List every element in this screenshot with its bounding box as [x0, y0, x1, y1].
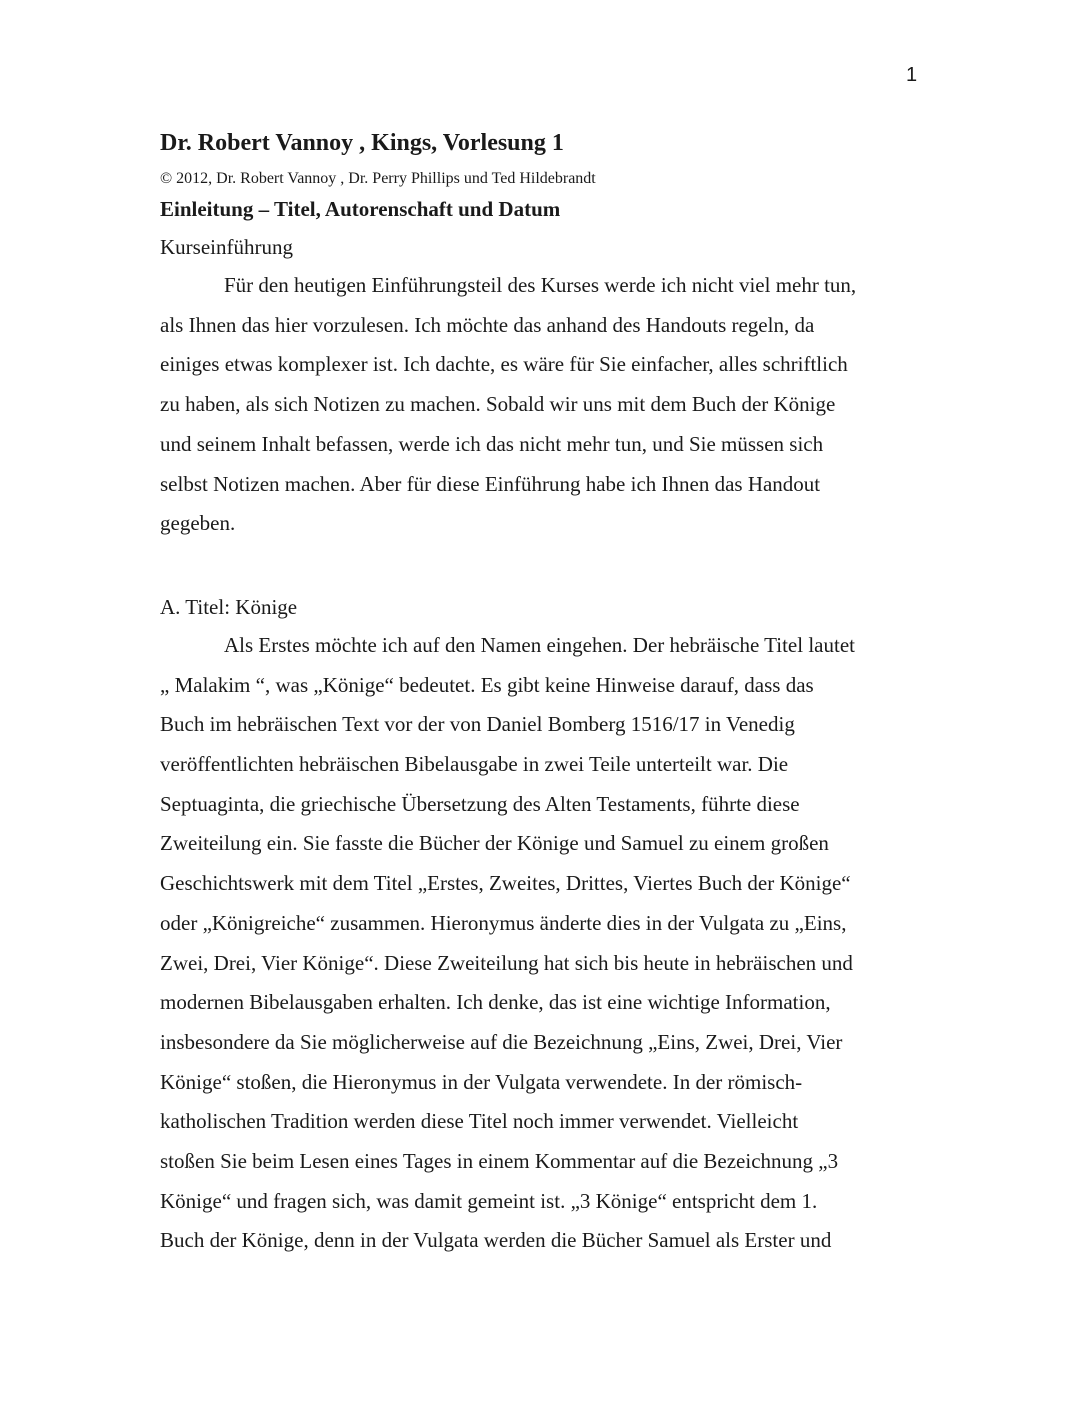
paragraph-line: und seinem Inhalt befassen, werde ich das nicht mehr tun, und Sie müssen sich [160, 431, 824, 456]
paragraph-line: veröffentlichten hebräischen Bibelausgabe in zwei Teile unterteilt war. Die [160, 752, 789, 777]
paragraph-line: gegeben. [160, 511, 236, 536]
paragraph-line: modernen Bibelausgaben erhalten. Ich denke, das ist eine wichtige Information, [160, 990, 831, 1015]
paragraph-line: einiges etwas komplexer ist. Ich dachte, es wäre für Sie einfacher, alles schriftlich [160, 352, 848, 377]
paragraph-line: oder „Königreiche“ zusammen. Hieronymus änderte dies in der Vulgata zu „Eins, [160, 910, 847, 935]
paragraph-line: katholischen Tradition werden diese Titel noch immer verwendet. Vielleicht [160, 1109, 799, 1134]
paragraph-line: Buch im hebräischen Text vor der von Daniel Bomberg 1516/17 in Venedig [160, 712, 795, 737]
paragraph-spacer [160, 544, 930, 584]
paragraph-line: Könige“ und fragen sich, was damit gemeint ist. „3 Könige“ entspricht dem 1. [160, 1188, 818, 1213]
document-body [160, 124, 930, 1261]
paragraph-line: Für den heutigen Einführungsteil des Kurses werde ich nicht viel mehr tun, [224, 273, 857, 297]
paragraph-line: Buch der Könige, denn in der Vulgata werden die Bücher Samuel als Erster und [160, 1228, 832, 1253]
section-subheading: Kurseinführung [160, 235, 293, 259]
paragraph-line: selbst Notizen machen. Aber für diese Einführung habe ich Ihnen das Handout [160, 471, 821, 496]
subsection-a-heading: A. Titel: Könige [160, 594, 298, 619]
paragraph-line: stoßen Sie beim Lesen eines Tages in einem Kommentar auf die Bezeichnung „3 [160, 1149, 839, 1174]
subsection-a-paragraph [160, 626, 930, 1261]
paragraph-line: Zwei, Drei, Vier Könige“. Diese Zweiteilung hat sich bis heute in hebräischen und [160, 950, 853, 975]
paragraph-line: Septuaginta, die griechische Übersetzung des Alten Testaments, führte diese [160, 791, 800, 816]
paragraph-line: Geschichtswerk mit dem Titel „Erstes, Zweites, Drittes, Viertes Buch der Könige“ [160, 871, 851, 896]
paragraph-line: „ Malakim “, was „Könige“ bedeutet. Es gibt keine Hinweise darauf, dass das [160, 672, 814, 697]
intro-paragraph [160, 266, 930, 544]
paragraph-line: Als Erstes möchte ich auf den Namen eingehen. Der hebräische Titel lautet [224, 632, 855, 657]
paragraph-line: als Ihnen das hier vorzulesen. Ich möchte das anhand des Handouts regeln, da [160, 312, 815, 337]
paragraph-line: zu haben, als sich Notizen zu machen. Sobald wir uns mit dem Buch der Könige [160, 392, 836, 417]
page-number: 1 [906, 64, 918, 86]
paragraph-line: Könige“ stoßen, die Hieronymus in der Vulgata verwendete. In der römisch- [160, 1069, 803, 1094]
section-heading: Einleitung – Titel, Autorenschaft und Datum [160, 197, 561, 221]
paragraph-line: insbesondere da Sie möglicherweise auf die Bezeichnung „Eins, Zwei, Drei, Vier [160, 1029, 843, 1054]
paragraph-line: Zweiteilung ein. Sie fasste die Bücher der Könige und Samuel zu einem großen [160, 831, 829, 856]
document-title: Dr. Robert Vannoy , Kings, Vorlesung 1 [160, 130, 564, 156]
copyright-line: © 2012, Dr. Robert Vannoy , Dr. Perry Phillips und Ted Hildebrandt [160, 170, 596, 187]
